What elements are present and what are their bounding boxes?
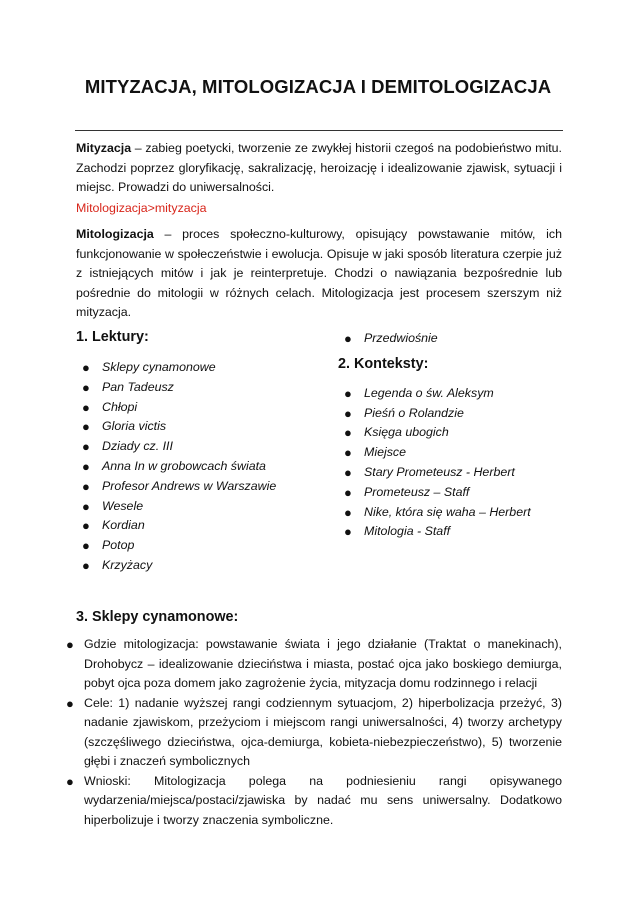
- bullet-icon: ●: [82, 458, 90, 474]
- list-item-text: Wesele: [102, 498, 144, 513]
- definition-mitologizacja-text: – proces społeczno-kulturowy, opisujący powstawanie mitów, ich funkcjonowanie w społeczeństwie i ewolucja. Opisuje w jaki sposób literatura czerpie już z istniejących mitów i jak je reinterpretuje. Chodzi o nawiązania bezpośrednie lub pośrednie do mitologii w różnych celach. Mitologizacja jest procesem szerszym niż mityzacja.: [76, 227, 562, 320]
- definition-mitologizacja: [76, 225, 562, 323]
- list-item: [338, 423, 568, 443]
- list-item-text: Anna In w grobowcach świata: [102, 458, 266, 473]
- definition-mityzacja: [76, 139, 562, 198]
- definition-mityzacja-text: – zabieg poetycki, tworzenie ze zwykłej historii czegoś na podobieństwo mitu. Zachodzi poprzez gloryfikację, sakralizację, heroizację i idealizowanie zjawisk, sytuacji i miejsc. Prowadzi do uniwersalności.: [76, 141, 562, 195]
- list-item-text: Gdzie mitologizacja: powstawanie świata i jego działanie (Traktat o manekinach), Drohobycz – idealizowanie dzieciństwa i miasta, postać ojca jako boskiego demiurga, pobyt ojca poza domem jako zagrożenie życia, mityzacja domu rodzinnego i relacji: [84, 637, 562, 690]
- list-item-text: Nike, która się waha – Herbert: [364, 504, 531, 519]
- bullet-icon: ●: [344, 385, 352, 401]
- bullet-icon: ●: [82, 419, 90, 435]
- lektury-heading: 1. Lektury:: [76, 329, 149, 345]
- list-item: [76, 497, 316, 517]
- lektury-section: [76, 326, 316, 576]
- list-item: [76, 358, 316, 378]
- list-item: [338, 463, 568, 483]
- list-item: [76, 457, 316, 477]
- page-title: MITYZACJA, MITOLOGIZACJA I DEMITOLOGIZACJA: [84, 76, 552, 97]
- list-item: [338, 522, 568, 542]
- list-item-text: Miejsce: [364, 445, 406, 460]
- list-item-text: Krzyżacy: [102, 557, 153, 572]
- list-item-text: Mitologia - Staff: [364, 524, 451, 539]
- list-item: [76, 536, 316, 556]
- sklepy-section: [66, 606, 562, 830]
- list-item: [76, 378, 316, 398]
- relation-note: Mitologizacja>mityzacja: [76, 201, 207, 215]
- list-item: [338, 443, 568, 463]
- list-item-text: Przedwiośnie: [364, 331, 438, 345]
- list-item: [338, 483, 568, 503]
- bullet-icon: ●: [344, 405, 352, 421]
- list-item-text: Kordian: [102, 518, 145, 533]
- list-item: [76, 477, 316, 497]
- bullet-icon: ●: [82, 518, 90, 534]
- list-item: [338, 329, 568, 349]
- list-item: [76, 556, 316, 576]
- list-item-text: Dziady cz. III: [102, 439, 173, 454]
- list-item-text: Prometeusz – Staff: [364, 484, 470, 499]
- bullet-icon: ●: [82, 478, 90, 494]
- konteksty-heading: 2. Konteksty:: [338, 355, 429, 372]
- list-item: [66, 772, 562, 831]
- term-mityzacja: Mityzacja: [76, 141, 132, 155]
- bullet-icon: ●: [344, 504, 352, 520]
- list-item-text: Chłopi: [102, 399, 138, 414]
- right-column: [338, 329, 568, 542]
- sklepy-list: [66, 635, 562, 830]
- bullet-icon: ●: [66, 637, 74, 652]
- term-mitologizacja: Mitologizacja: [76, 227, 154, 241]
- list-item-text: Sklepy cynamonowe: [102, 360, 216, 374]
- bullet-icon: ●: [66, 773, 74, 789]
- lektury-list: [76, 358, 316, 576]
- bullet-icon: ●: [344, 425, 352, 441]
- list-item-text: Profesor Andrews w Warszawie: [102, 478, 277, 493]
- list-item-text: Pieśń o Rolandzie: [364, 405, 464, 420]
- list-item: [76, 516, 316, 536]
- list-item: [338, 404, 568, 424]
- konteksty-list: [338, 384, 568, 542]
- title-divider: [75, 130, 563, 131]
- bullet-icon: ●: [66, 695, 74, 711]
- list-item-text: Pan Tadeusz: [102, 379, 174, 394]
- list-item-text: Księga ubogich: [364, 425, 449, 440]
- bullet-icon: ●: [344, 524, 352, 540]
- bullet-icon: ●: [82, 360, 90, 375]
- list-item: [66, 694, 562, 772]
- bullet-icon: ●: [82, 439, 90, 455]
- list-item-text: Wnioski: Mitologizacja polega na podniesieniu rangi opisywanego wydarzenia/miejsca/postaci/zjawiska by nadać mu sens uniwersalny. Dodatkowo hiperbolizuje i tworzy znaczenia symboliczne.: [84, 773, 562, 827]
- bullet-icon: ●: [344, 331, 352, 346]
- list-item-text: Potop: [102, 538, 135, 553]
- bullet-icon: ●: [344, 484, 352, 500]
- list-item-text: Stary Prometeusz - Herbert: [364, 464, 515, 479]
- list-item: [76, 437, 316, 457]
- list-item: [76, 417, 316, 437]
- bullet-icon: ●: [82, 399, 90, 415]
- list-item: [66, 635, 562, 694]
- list-item-text: Legenda o św. Aleksym: [364, 385, 494, 400]
- bullet-icon: ●: [82, 557, 90, 573]
- sklepy-heading: 3. Sklepy cynamonowe:: [76, 609, 239, 625]
- list-item: [338, 503, 568, 523]
- lektury-list-continued: [338, 329, 568, 349]
- list-item-text: Gloria victis: [102, 419, 167, 434]
- bullet-icon: ●: [82, 538, 90, 554]
- list-item: [338, 384, 568, 404]
- bullet-icon: ●: [344, 445, 352, 461]
- bullet-icon: ●: [82, 498, 90, 514]
- list-item: [76, 398, 316, 418]
- bullet-icon: ●: [344, 464, 352, 480]
- list-item-text: Cele: 1) nadanie wyższej rangi codziennym sytuacjom, 2) hiperbolizacja przeżyć, 3) nadanie zjawiskom, przeżyciom i miejscom rangi uniwersalności, 4) tworzy archetypy (szczęśliwego dzieciństwa, ojca-demiurga, kobieta-niebezpieczeństwo), 5) tworzenie głębi i znaczeń symbolicznych: [84, 695, 562, 768]
- bullet-icon: ●: [82, 379, 90, 395]
